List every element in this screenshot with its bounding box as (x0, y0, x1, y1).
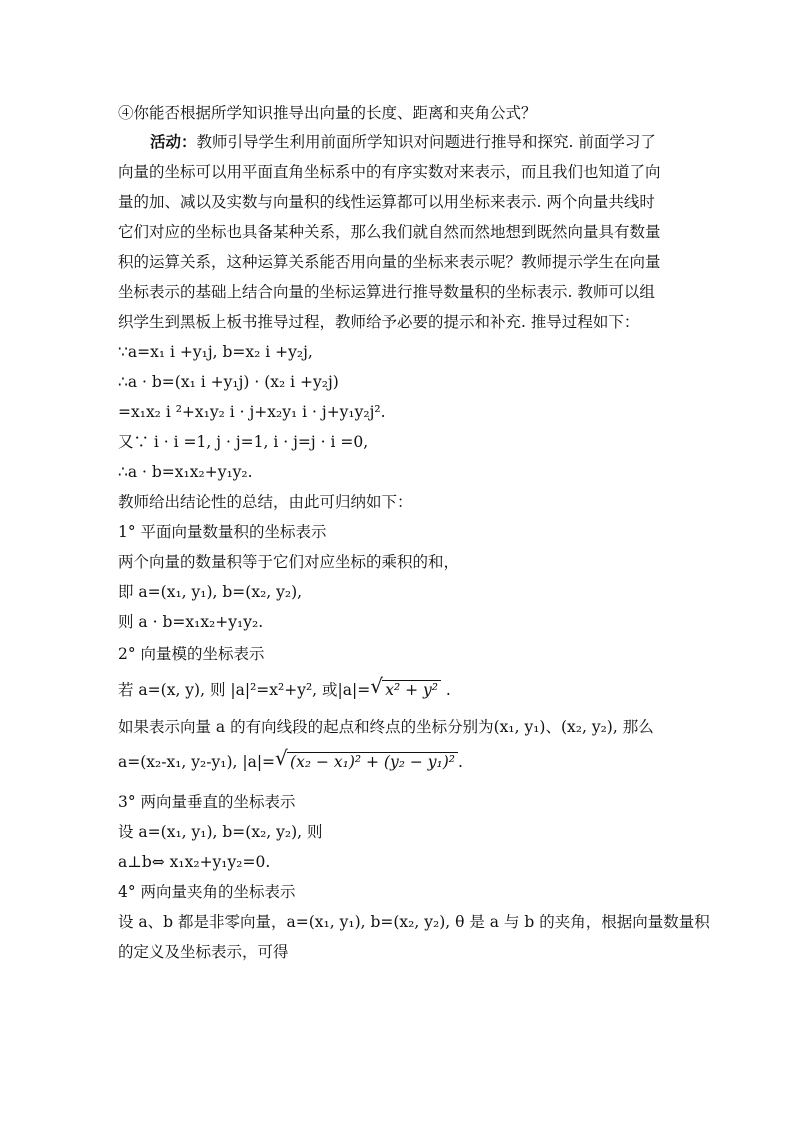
summary-line: 教师给出结论性的总结，由此可归纳如下： (118, 493, 413, 511)
activity-text: 教师引导学生利用前面所学知识对问题进行推导和探究. 前面学习了 (196, 133, 656, 151)
question-4: ④你能否根据所学知识推导出向量的长度、距离和夹角公式？ (118, 104, 537, 122)
modulus-eq-prefix: 若 a=(x, y), 则 |a|²=x²+y², 或|a|= (118, 681, 371, 699)
paragraph-line-6: 坐标表示的基础上结合向量的坐标运算进行推导数量积的坐标表示. 教师可以组 (118, 283, 655, 301)
heading-2-eq-2 (118, 746, 678, 772)
heading-2-text: 如果表示向量 a 的有向线段的起点和终点的坐标分别为(x₁, y₁)、(x₂, y₂), 那么 (118, 718, 654, 736)
paragraph-line-3: 量的加、减以及实数与向量积的线性运算都可以用坐标来表示. 两个向量共线时 (118, 193, 655, 211)
activity-label: 活动： (150, 133, 197, 151)
heading-4-text-2: 的定义及坐标表示，可得 (118, 943, 289, 961)
paragraph-line-7: 织学生到黑板上板书推导过程，教师给予必要的提示和补充. 推导过程如下： (118, 313, 640, 331)
derivation-eq-2: ∴a · b=(x₁ i +y₁j) · (x₂ i +y₂j) (118, 373, 339, 391)
heading-2-eq-1 (118, 674, 678, 700)
sqrt-sign-icon: √ (275, 746, 288, 770)
heading-3-eq-1: 设 a=(x₁, y₁), b=(x₂, y₂), 则 (118, 823, 323, 841)
heading-1: 1° 平面向量数量积的坐标表示 (118, 523, 327, 541)
derivation-eq-5: ∴a · b=x₁x₂+y₁y₂. (118, 463, 253, 481)
heading-3: 3° 两向量垂直的坐标表示 (118, 793, 296, 811)
derivation-eq-3: =x₁x₂ i ²+x₁y₂ i · j+x₂y₁ i · j+y₁y₂j². (118, 403, 386, 421)
sqrt-sign-icon: √ (370, 674, 383, 698)
heading-1-text: 两个向量的数量积等于它们对应坐标的乘积的和， (118, 553, 460, 571)
modulus-eq-suffix: . (441, 681, 451, 699)
distance-eq-suffix: . (458, 753, 463, 771)
distance-eq-prefix: a=(x₂-x₁, y₂-y₁), |a|= (118, 753, 276, 771)
heading-4: 4° 两向量夹角的坐标表示 (118, 883, 296, 901)
activity-paragraph-line-1 (150, 132, 678, 152)
heading-1-eq-1: 即 a=(x₁, y₁), b=(x₂, y₂), (118, 583, 303, 601)
sqrt-radicand: x² + y² (382, 680, 441, 699)
paragraph-line-4: 它们对应的坐标也具备某种关系，那么我们就自然而然地想到既然向量具有数量 (118, 223, 661, 241)
paragraph-line-5: 积的运算关系，这种运算关系能否用向量的坐标来表示呢？教师提示学生在向量 (118, 253, 661, 271)
sqrt-expression-distance (275, 746, 458, 772)
paragraph-line-2: 向量的坐标可以用平面直角坐标系中的有序实数对来表示，而且我们也知道了向 (118, 163, 661, 181)
heading-1-eq-2: 则 a · b=x₁x₂+y₁y₂. (118, 613, 264, 631)
derivation-eq-1: ∵a=x₁ i +y₁j, b=x₂ i +y₂j, (118, 343, 313, 361)
heading-4-text-1: 设 a、b 都是非零向量，a=(x₁, y₁), b=(x₂, y₂), θ 是 a 与 b 的夹角，根据向量数量积 (118, 913, 710, 931)
derivation-eq-4: 又∵ i · i =1, j · j=1, i · j=j · i =0, (118, 433, 369, 451)
heading-2: 2° 向量模的坐标表示 (118, 645, 265, 663)
heading-3-eq-2: a⊥b⇔ x₁x₂+y₁y₂=0. (118, 853, 271, 871)
sqrt-expression (370, 674, 441, 700)
sqrt-radicand-distance: (x₂ − x₁)² + (y₂ − y₁)² (287, 752, 458, 771)
